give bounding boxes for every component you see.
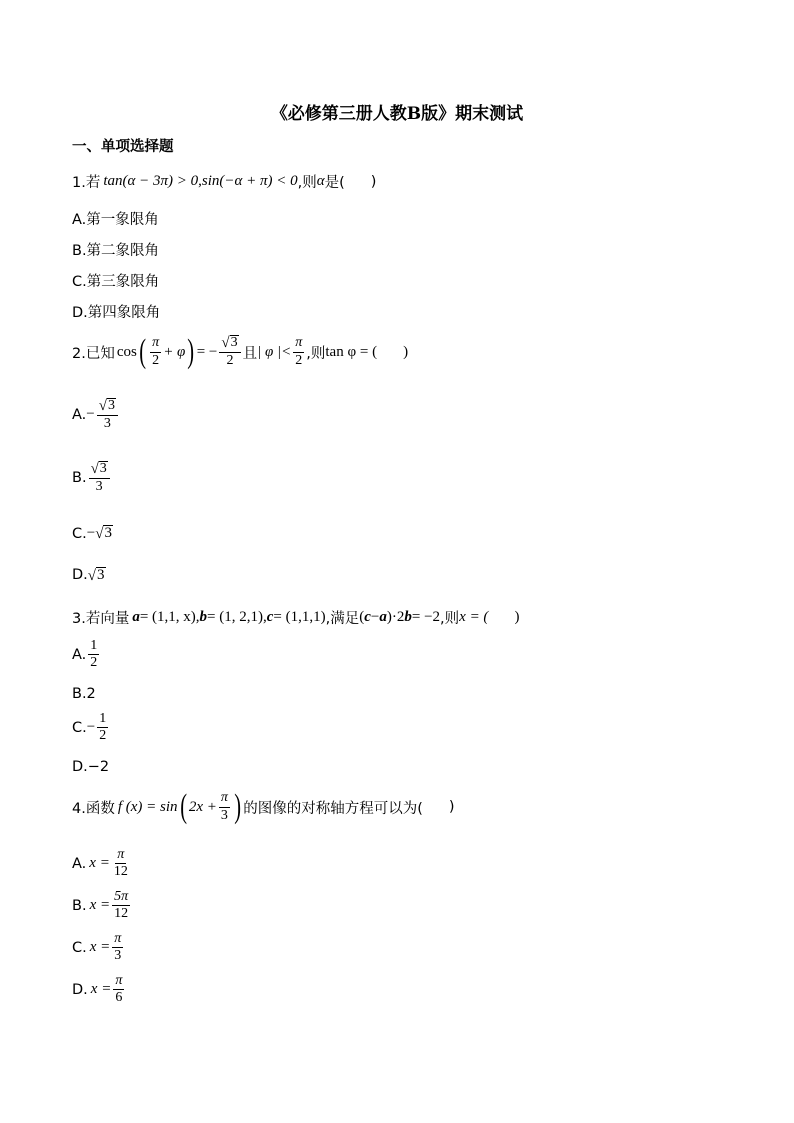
q2-opt-b-den: 3	[95, 478, 103, 494]
q3-opt-c-prefix: C.	[72, 719, 87, 736]
q3-b-val: = (1, 2,1),	[207, 609, 267, 625]
q3-opt-c-den: 2	[99, 728, 107, 744]
q3-vec-a: a	[132, 609, 140, 625]
q4-opt-b-prefix: B.	[72, 897, 87, 914]
q4-opt-b-frac	[112, 889, 130, 922]
q1-sep: ,	[198, 173, 202, 189]
q1-option-a: A.第一象限角	[72, 212, 159, 228]
q3-option-a	[72, 638, 101, 671]
q2-abs-phi: | φ |<	[257, 343, 292, 360]
q2-frac-pi-2b	[293, 335, 304, 368]
q3-a-val: = (1,1, x),	[139, 609, 200, 625]
question-1-stem	[72, 171, 376, 192]
q2-opt-a-prefix: A.	[72, 406, 87, 423]
q2-opt-c-sqrt-arg: 3	[104, 525, 112, 542]
q4-opt-d-num: π	[113, 973, 124, 990]
q2-opt-a-sqrt-arg: 3	[107, 398, 115, 413]
question-3-stem	[72, 607, 519, 628]
q3-opt-a-den: 2	[90, 655, 98, 671]
q2-eq: = −	[196, 343, 218, 360]
q4-opt-d-den: 6	[115, 990, 123, 1006]
q1-tail: 是(	[324, 175, 345, 191]
q4-opt-b-num: 5π	[112, 889, 130, 906]
q3-expr-eq: = −2	[411, 609, 441, 625]
q2-opt-d-sqrt-arg: 3	[97, 567, 105, 583]
q2-opt-d-prefix: D.	[72, 567, 88, 584]
q2-frac-sqrt3-2	[219, 335, 240, 369]
q4-tail: 的图像的对称轴方程可以为(	[243, 800, 423, 817]
q3-cond: ,满足	[325, 611, 360, 627]
q3-vec-b: b	[199, 609, 208, 625]
q3-opt-a-prefix: A.	[72, 646, 87, 663]
q3-opt-a-num: 1	[88, 638, 99, 655]
q1-alpha: α	[316, 173, 325, 189]
q4-opt-c-prefix: C.	[72, 939, 87, 956]
q4-opt-c-den: 3	[114, 948, 122, 964]
question-2-stem	[72, 335, 408, 369]
q2-frac2-den: 2	[295, 352, 303, 368]
q2-opt-b-frac: √ 3 3	[89, 461, 110, 495]
q2-opt-a-frac: √ 3 3	[97, 398, 118, 432]
q2-frac2-num: π	[293, 335, 304, 352]
q4-opt-d-lhs: x =	[90, 981, 112, 998]
q4-lparen: (	[179, 788, 187, 825]
q4-rparen: )	[234, 788, 241, 825]
q4-frac-den: 3	[220, 807, 228, 823]
q4-opt-c-num: π	[112, 931, 123, 948]
q2-then: ,则	[306, 345, 326, 362]
section-heading: 一、单项选择题	[72, 139, 174, 155]
q1-number: 1.若	[72, 175, 101, 191]
q3-opt-c-sign: −	[86, 719, 96, 736]
q1-close: )	[370, 173, 377, 190]
q2-lparen: (	[139, 333, 146, 370]
q3-vec-c: c	[266, 609, 274, 625]
q4-option-a	[72, 847, 132, 880]
q3-opt-c-frac	[97, 711, 108, 744]
q2-plus-phi: + φ	[163, 343, 186, 360]
q2-rparen: )	[187, 333, 195, 370]
q3-expr-a: a	[379, 609, 387, 625]
q3-expr-b: b	[404, 609, 412, 625]
q2-cos: cos	[116, 343, 137, 360]
q4-close: )	[448, 799, 455, 815]
q1-option-b: B.第二象限角	[72, 243, 160, 259]
q3-c-val: = (1,1,1)	[273, 609, 326, 625]
q3-close: )	[514, 609, 520, 625]
q3-opt-c-num: 1	[97, 711, 108, 728]
q3-expr-minus: −	[370, 609, 380, 625]
q4-inner: 2x +	[188, 798, 217, 815]
q2-tan-phi: tan φ = (	[325, 343, 378, 360]
q2-option-a	[72, 398, 120, 432]
q3-option-b: B.2	[72, 686, 96, 702]
q2-opt-a-sign: −	[86, 406, 95, 423]
q4-opt-d-prefix: D.	[72, 981, 88, 998]
q2-frac-num: π	[150, 335, 161, 352]
q3-x-eq: x = (	[459, 609, 489, 625]
q4-frac	[219, 790, 230, 823]
q3-then: ,则	[440, 611, 460, 627]
q2-option-c: C. − √ 3	[72, 525, 112, 542]
q1-option-c: C.第三象限角	[72, 274, 160, 290]
q2-close: )	[403, 343, 409, 360]
q1-expr-tan: tan(α − 3π) > 0	[103, 173, 199, 189]
q2-opt-b-sqrt-arg: 3	[99, 461, 107, 476]
q3-number: 3.若向量	[72, 611, 130, 627]
question-4-stem	[72, 790, 455, 824]
q2-frac-sqrt-den: 2	[226, 352, 234, 368]
q2-cond-pre: 且	[242, 345, 258, 362]
q3-expr-open: (	[359, 609, 365, 625]
q2-opt-b-prefix: B.	[72, 469, 87, 486]
q4-opt-a-num: π	[115, 847, 126, 864]
q3-expr-c: c	[364, 609, 371, 625]
q4-opt-a-den: 12	[113, 864, 128, 880]
q4-option-c	[72, 931, 125, 964]
q4-opt-d-frac	[113, 973, 124, 1006]
q4-number: 4.函数	[72, 800, 115, 817]
q4-opt-a-prefix: A.	[72, 855, 87, 872]
q2-option-b	[72, 461, 112, 495]
q3-expr-close: )	[386, 609, 392, 625]
q4-option-b	[72, 889, 132, 922]
q3-dot: ·2	[391, 609, 405, 625]
q3-option-c	[72, 711, 110, 744]
q2-frac-pi-2	[150, 335, 161, 368]
q2-option-d: D. √ 3	[72, 567, 105, 584]
q2-frac-den: 2	[152, 352, 160, 368]
q2-sqrt-arg: 3	[230, 335, 238, 351]
q2-opt-c-sign: −	[86, 525, 96, 541]
q2-opt-c-prefix: C.	[72, 525, 87, 542]
q3-option-d: D.−2	[72, 759, 110, 775]
q4-opt-a-frac	[112, 847, 130, 880]
q3-opt-a-frac	[88, 638, 99, 671]
page-title: 《必修第三册人教B版》期末测试	[270, 104, 524, 124]
q2-frac-sqrt-num: √ 3	[219, 335, 240, 353]
q2-opt-a-den: 3	[103, 415, 111, 431]
q4-opt-a-lhs: x =	[89, 855, 110, 872]
q1-option-d: D.第四象限角	[72, 305, 161, 321]
q2-number: 2.已知	[72, 345, 115, 362]
q4-opt-b-den: 12	[114, 906, 129, 922]
q4-option-d	[72, 973, 126, 1006]
q4-opt-b-lhs: x =	[89, 897, 111, 914]
q1-expr-sin: sin(−α + π) < 0	[201, 173, 298, 189]
q4-fx: f (x) = sin	[117, 798, 178, 815]
q4-opt-c-frac	[112, 931, 123, 964]
q1-tail-pre: ,则	[297, 175, 317, 191]
q4-frac-num: π	[219, 790, 230, 807]
q4-opt-c-lhs: x =	[89, 939, 111, 956]
